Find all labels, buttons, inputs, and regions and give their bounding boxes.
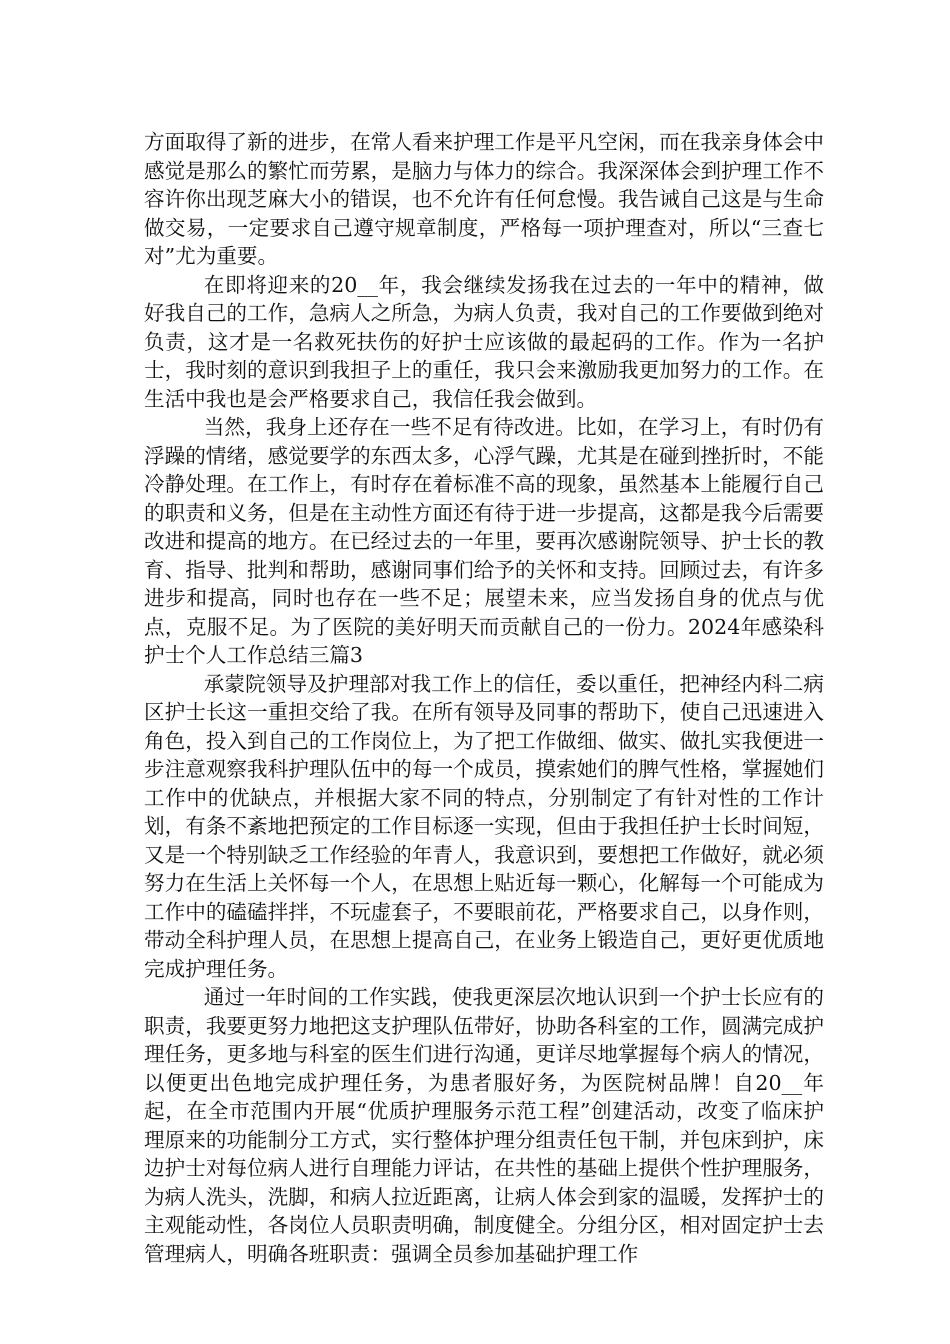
paragraph-1: 方面取得了新的进步，在常人看来护理工作是平凡空闲，而在我亲身体会中感觉是那么的繁忙而劳累，是脑力与体力的综合。我深深体会到护理工作不容许你出现芝麻大小的错误，也不允许有任何怠慢。我告诫自己这是与生命做交易，一定要求自己遵守规章制度，严格每一项护理查对，所以“三查七对”尤为重要。 <box>144 130 824 268</box>
paragraph-3: 当然，我身上还存在一些不足有待改进。比如，在学习上，有时仍有浮躁的情绪，感觉要学的东西太多，心浮气躁，尤其是在碰到挫折时，不能冷静处理。在工作上，有时存在着标准不高的现象，虽然基本上能履行自己的职责和义务，但是在主动性方面还有待于进一步提高，这都是我今后需要改进和提高的地方。在已经过去的一年里，要再次感谢院领导、护士长的教育、指导、批判和帮助，感谢同事们给予的关怀和支持。回顾过去，有许多进步和提高，同时也存在一些不足；展望未来，应当发扬自身的优点与优点，克服不足。为了医院的美好明天而贡献自己的一份力。2024年感染科护士个人工作总结三篇3 <box>144 415 824 667</box>
document-page <box>144 128 824 1268</box>
paragraph-5: 通过一年时间的工作实践，使我更深层次地认识到一个护士长应有的职责，我要更努力地把这支护理队伍带好，协助各科室的工作，圆满完成护理任务，更多地与科室的医生们进行沟通，更详尽地掌握每个病人的情况，以便更出色地完成护理任务，为患者服好务，为医院树品牌！自20__年起，在全市范围内开展“优质护理服务示范工程”创建活动，改变了临床护理原来的功能制分工方式，实行整体护理分组责任包干制，并包床到护，床边护士对每位病人进行自理能力评诂，在共性的基础上提供个性护理服务，为病人洗头，洗脚，和病人拉近距离，让病人体会到家的温暖，发挥护士的主观能动性，各岗位人员职责明确，制度健全。分组分区，相对固定护士去管理病人，明确各班职责：强调全员参加基础护理工作 <box>144 985 824 1266</box>
paragraph-4: 承蒙院领导及护理部对我工作上的信任，委以重任，把神经内科二病区护士长这一重担交给了我。在所有领导及同事的帮助下，使自己迅速进入角色，投入到自己的工作岗位上，为了把工作做细、做实、做扎实我便进一步注意观察我科护理队伍中的每一个成员，摸索她们的脾气性格，掌握她们工作中的优缺点，并根据大家不同的特点，分别制定了有针对性的工作计划，有条不紊地把预定的工作目标逐一实现，但由于我担任护士长时间短，又是一个特别缺乏工作经验的年青人，我意识到，要想把工作做好，就必须努力在生活上关怀每一个人，在思想上贴近每一颗心，化解每一个可能成为工作中的磕磕拌拌，不玩虚套子，不要眼前花，严格要求自己，以身作则，带动全科护理人员，在思想上提高自己，在业务上锻造自己，更好更优质地完成护理任务。 <box>144 671 824 981</box>
paragraph-2: 在即将迎来的20__年，我会继续发扬我在过去的一年中的精神，做好我自己的工作，急病人之所急，为病人负责，我对自己的工作要做到绝对负责，这才是一名救死扶伤的好护士应该做的最起码的工作。作为一名护士，我时刻的意识到我担子上的重任，我只会来激励我更加努力的工作。在生活中我也是会严格要求自己，我信任我会做到。 <box>144 272 824 411</box>
